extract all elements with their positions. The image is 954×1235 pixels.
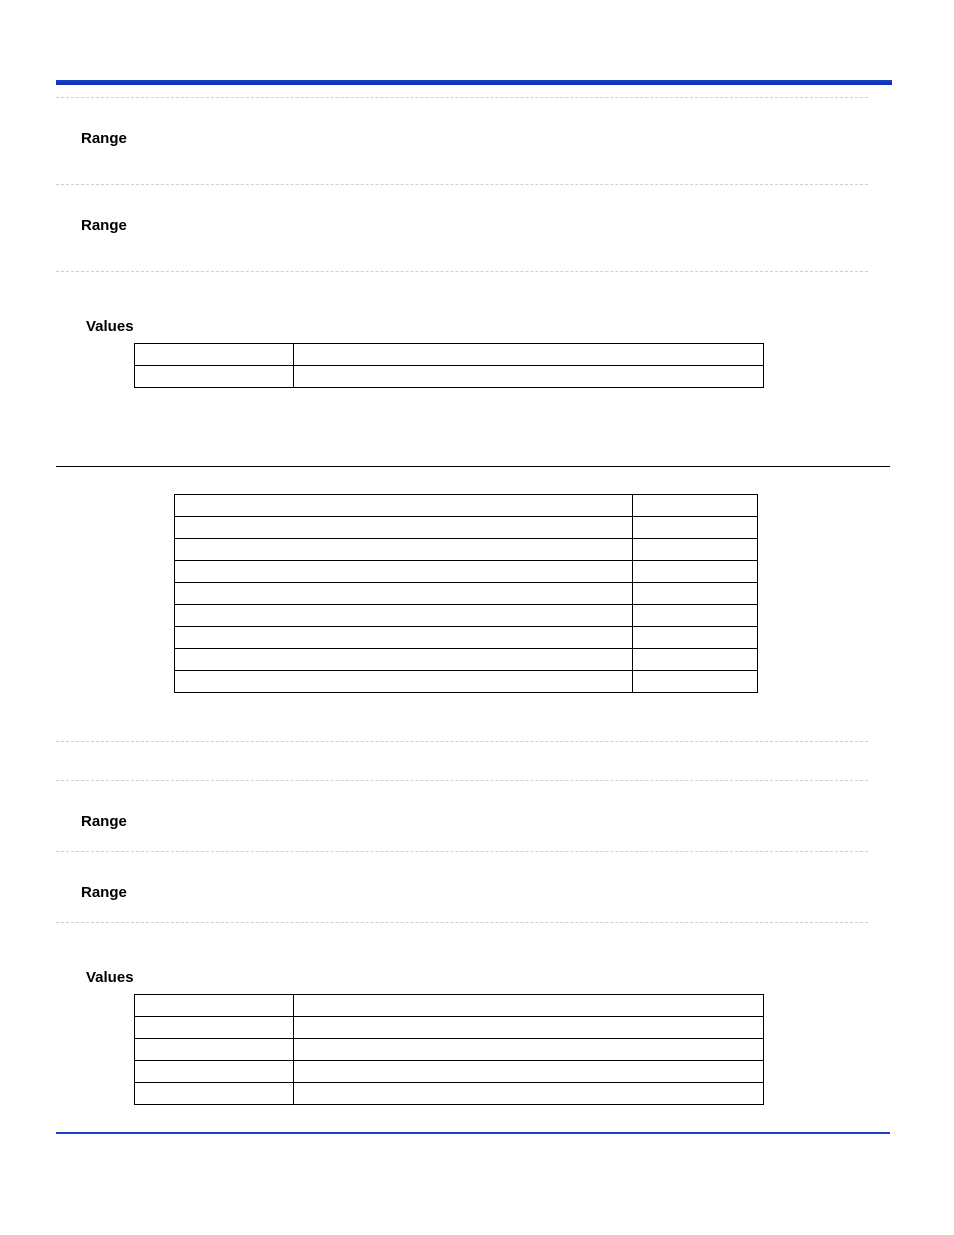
table-cell xyxy=(294,1061,764,1083)
table-row xyxy=(135,1061,764,1083)
table-cell xyxy=(135,1017,294,1039)
table-cell xyxy=(135,1039,294,1061)
table-cell xyxy=(175,561,633,583)
header-accent-bar xyxy=(56,80,892,85)
table-row xyxy=(135,1039,764,1061)
table-cell xyxy=(175,671,633,693)
section-divider xyxy=(56,741,868,742)
table-cell xyxy=(633,627,758,649)
table-row xyxy=(175,649,758,671)
table-row xyxy=(135,366,764,388)
table-cell xyxy=(294,995,764,1017)
table-cell xyxy=(175,517,633,539)
table-cell xyxy=(633,649,758,671)
table-cell xyxy=(294,1039,764,1061)
footer-accent-bar xyxy=(56,1132,890,1134)
range-label-2: Range xyxy=(81,217,127,234)
table-row xyxy=(135,995,764,1017)
range-label-4: Range xyxy=(81,884,127,901)
table-cell xyxy=(135,1083,294,1105)
table-row xyxy=(175,539,758,561)
table-cell xyxy=(294,366,764,388)
table-cell xyxy=(294,1083,764,1105)
section-rule xyxy=(56,466,890,467)
table-cell xyxy=(633,605,758,627)
table-cell xyxy=(135,995,294,1017)
table-cell xyxy=(633,671,758,693)
section-divider xyxy=(56,922,868,923)
table-row xyxy=(135,344,764,366)
table-cell xyxy=(175,627,633,649)
table-cell xyxy=(175,495,633,517)
table-row xyxy=(175,671,758,693)
table-row xyxy=(175,605,758,627)
table-cell xyxy=(294,344,764,366)
values-table-1 xyxy=(134,343,764,388)
table-cell xyxy=(175,649,633,671)
values-label-2: Values xyxy=(86,969,134,986)
table-cell xyxy=(633,561,758,583)
table-row xyxy=(135,1083,764,1105)
table-cell xyxy=(294,1017,764,1039)
table-row xyxy=(175,627,758,649)
table-row xyxy=(135,1017,764,1039)
section-divider xyxy=(56,184,868,185)
range-label-3: Range xyxy=(81,813,127,830)
table-row xyxy=(175,583,758,605)
range-label-1: Range xyxy=(81,130,127,147)
table-row xyxy=(175,495,758,517)
table-cell xyxy=(175,583,633,605)
values-label-1: Values xyxy=(86,318,134,335)
table-cell xyxy=(633,495,758,517)
summary-table xyxy=(174,494,758,693)
values-table-2 xyxy=(134,994,764,1105)
table-cell xyxy=(633,517,758,539)
section-divider xyxy=(56,97,868,98)
table-cell xyxy=(175,539,633,561)
table-cell xyxy=(633,583,758,605)
table-row xyxy=(175,561,758,583)
table-cell xyxy=(175,605,633,627)
table-row xyxy=(175,517,758,539)
section-divider xyxy=(56,851,868,852)
table-cell xyxy=(135,1061,294,1083)
section-divider xyxy=(56,271,868,272)
table-cell xyxy=(135,344,294,366)
table-cell xyxy=(135,366,294,388)
section-divider xyxy=(56,780,868,781)
table-cell xyxy=(633,539,758,561)
